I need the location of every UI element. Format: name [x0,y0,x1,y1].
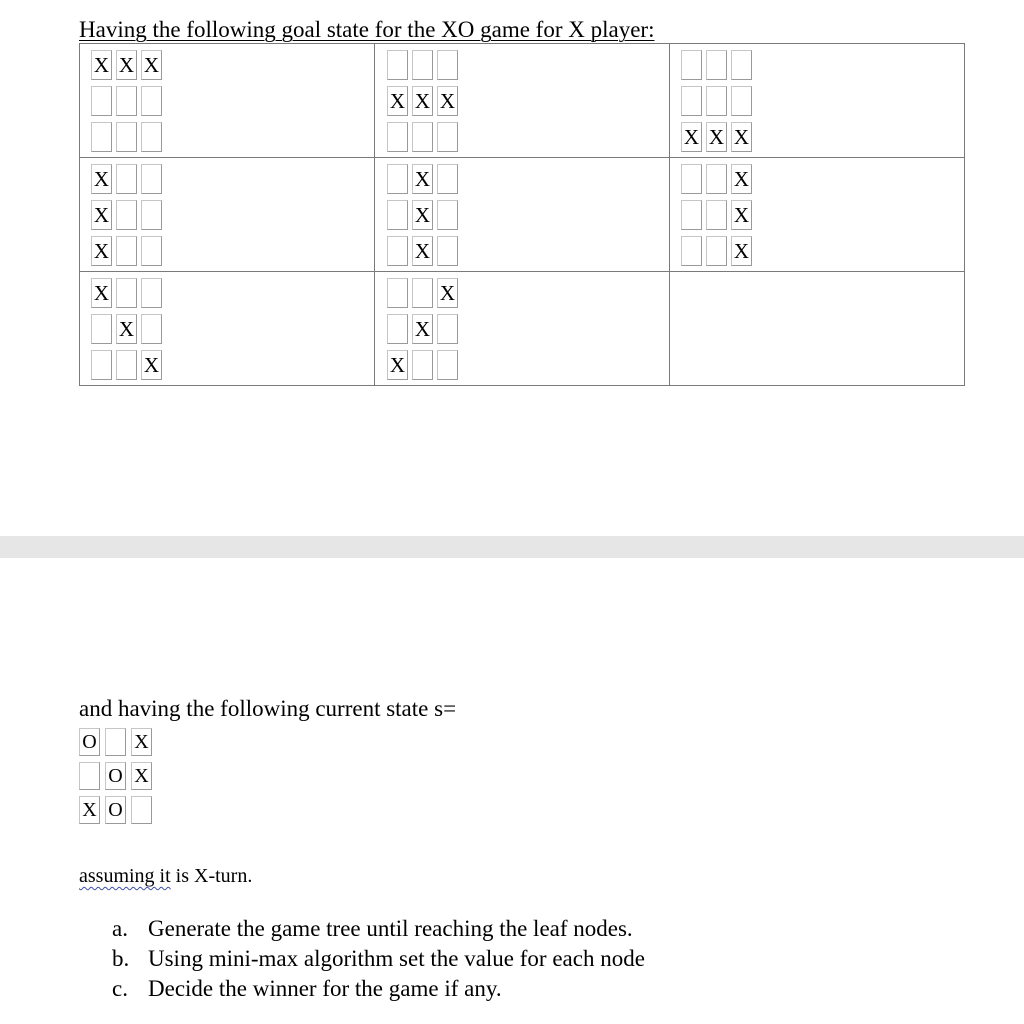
goal-cell [80,158,375,272]
current-state-board [79,725,152,827]
spellcheck-underlined-text: assuming it [79,865,171,887]
board-square: X [731,122,752,152]
board-square: X [412,236,433,266]
goal-board [681,47,752,155]
goal-cell [670,44,965,158]
board-square: X [412,86,433,116]
board-square: X [412,314,433,344]
board-square [116,236,137,266]
board-square: X [731,236,752,266]
board-square: X [731,200,752,230]
board-row [91,311,162,347]
goal-cell [670,158,965,272]
board-square [412,50,433,80]
current-state-intro: and having the following current state s= [79,696,457,721]
board-row [681,197,752,233]
goal-board [681,161,752,269]
board-square: X [412,164,433,194]
board-square: X [141,50,162,80]
board-square [437,314,458,344]
board-row [387,47,458,83]
board-row [91,119,162,155]
board-square [91,350,112,380]
board-row [91,83,162,119]
board-square [681,236,702,266]
board-square: X [141,350,162,380]
board-square [141,200,162,230]
goal-cell [80,272,375,386]
task-text: Decide the winner for the game if any. [148,976,502,1001]
goal-board [387,161,458,269]
board-square [116,350,137,380]
board-square [387,278,408,308]
board-square: X [91,236,112,266]
task-marker: a. [112,916,128,941]
board-square [105,728,126,756]
board-square [437,164,458,194]
board-square [116,200,137,230]
board-square [131,796,152,824]
board-square [91,314,112,344]
goal-cell-empty [670,272,965,386]
heading: Having the following goal state for the XO game for X player: [79,17,655,42]
board-square [681,50,702,80]
board-square [116,164,137,194]
board-square [141,278,162,308]
board-square: X [116,314,137,344]
board-row [681,119,752,155]
board-square: X [706,122,727,152]
goal-board [387,47,458,155]
board-square: X [91,50,112,80]
board-square [681,164,702,194]
board-square [706,86,727,116]
board-row [387,275,458,311]
task-marker: b. [112,946,130,971]
task-marker: c. [112,976,128,1001]
board-square: X [437,278,458,308]
goal-states-table [79,43,965,386]
board-square: X [387,350,408,380]
board-square [387,200,408,230]
goal-cell [375,44,670,158]
board-square: X [437,86,458,116]
board-row [387,119,458,155]
board-square: O [105,762,126,790]
board-row [387,311,458,347]
board-square [79,762,100,790]
task-item [112,944,645,974]
board-square [141,86,162,116]
board-square [387,122,408,152]
board-square [91,122,112,152]
board-square: X [131,728,152,756]
goal-cell [375,158,670,272]
goal-board [91,47,162,155]
goal-cell [80,44,375,158]
board-square [116,86,137,116]
board-square: X [387,86,408,116]
board-square [387,164,408,194]
task-item [112,974,645,1004]
board-square [141,236,162,266]
board-square: X [412,200,433,230]
board-row [387,233,458,269]
board-square [141,164,162,194]
board-row [79,793,152,827]
board-square [731,50,752,80]
goal-board [387,275,458,383]
board-row [91,347,162,383]
board-square [706,236,727,266]
goal-cell [375,272,670,386]
board-row [387,197,458,233]
board-square [731,86,752,116]
board-square [91,86,112,116]
board-row [79,725,152,759]
board-row [387,83,458,119]
board-square [412,278,433,308]
page-divider [0,536,1024,558]
board-row [79,759,152,793]
board-square: O [105,796,126,824]
board-row [681,47,752,83]
board-row [91,233,162,269]
board-square [437,122,458,152]
board-square [706,164,727,194]
board-square [412,122,433,152]
board-square [116,122,137,152]
board-square [706,200,727,230]
board-square [141,122,162,152]
board-square [387,314,408,344]
board-row [387,161,458,197]
goal-board [91,275,162,383]
task-text: Using mini-max algorithm set the value for each node [148,946,645,971]
board-row [387,347,458,383]
board-square: X [681,122,702,152]
board-row [681,83,752,119]
board-row [91,47,162,83]
board-row [91,275,162,311]
board-square: X [731,164,752,194]
board-square: X [116,50,137,80]
turn-note [79,862,252,890]
board-square [437,50,458,80]
board-square [706,50,727,80]
board-square: X [91,200,112,230]
board-square [437,200,458,230]
task-item [112,914,645,944]
board-row [91,197,162,233]
board-square: X [131,762,152,790]
board-square: X [79,796,100,824]
task-list [112,914,645,1004]
board-square [387,50,408,80]
board-square [681,86,702,116]
board-square [116,278,137,308]
board-row [91,161,162,197]
board-square: X [91,164,112,194]
task-text: Generate the game tree until reaching the leaf nodes. [148,916,633,941]
board-row [681,233,752,269]
board-square [141,314,162,344]
board-square [387,236,408,266]
board-row [681,161,752,197]
turn-note-rest: is X-turn. [170,865,253,887]
board-square [681,200,702,230]
board-square: O [79,728,100,756]
goal-board [91,161,162,269]
board-square: X [91,278,112,308]
board-square [437,236,458,266]
board-square [412,350,433,380]
board-square [437,350,458,380]
